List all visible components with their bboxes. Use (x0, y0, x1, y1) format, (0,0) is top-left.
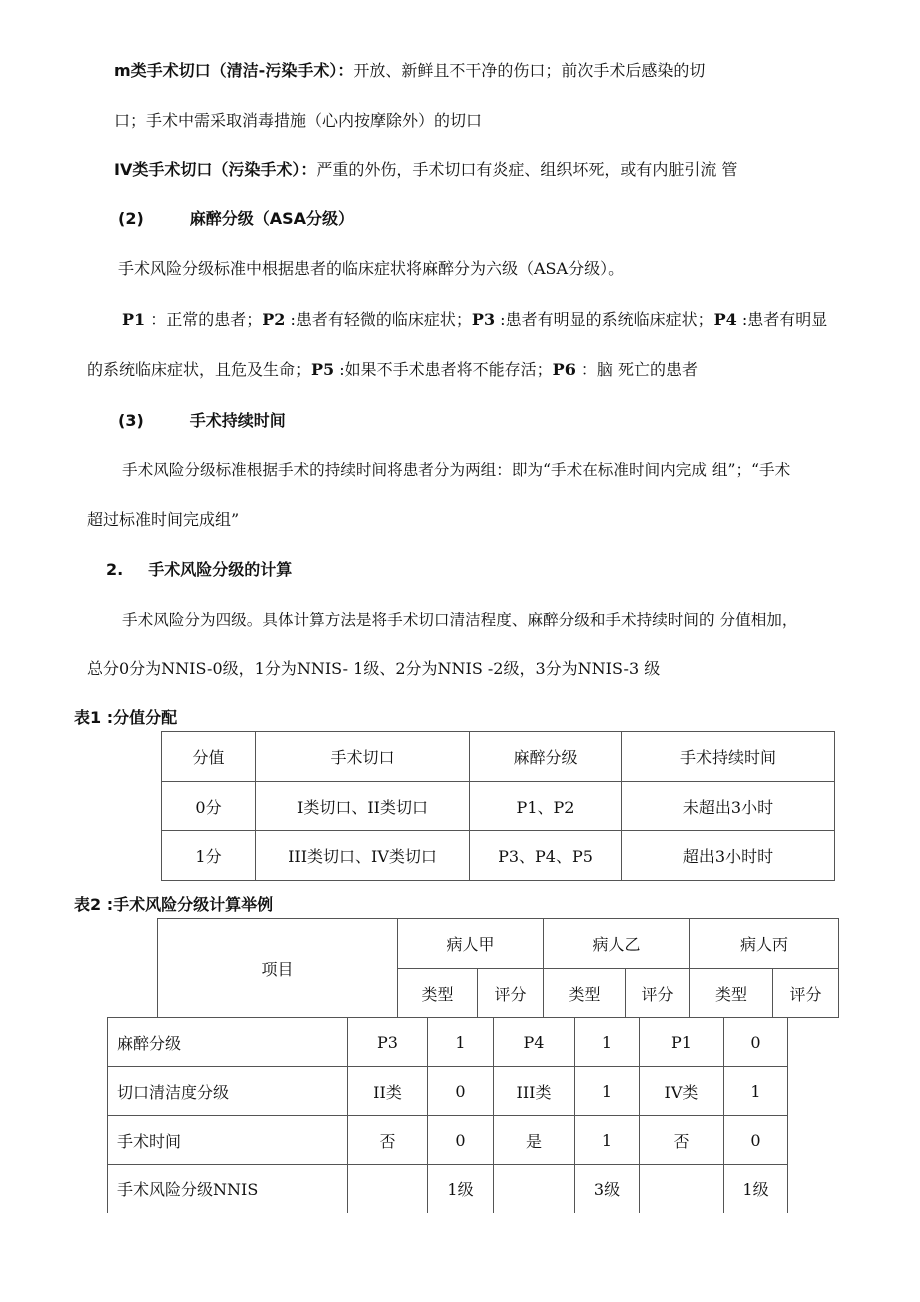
row-label-cell: 手术风险分级NNIS (108, 1165, 348, 1213)
class3-incision-desc: 开放、新鲜且不干净的伤口；前次手术后感染的切 (353, 61, 706, 80)
section-number: (3) (118, 411, 144, 430)
section-heading-calculation (106, 559, 292, 581)
table-cell: P1、P2 (470, 782, 622, 831)
asa-p6-desc: ：脑 死亡的患者 (575, 360, 699, 379)
paragraph-asa-intro: 手术风险分级标准中根据患者的临床症状将麻醉分为六级（ASA分级）。 (118, 259, 625, 278)
section-title: 手术风险分级的计算 (148, 560, 293, 579)
table-cell: 1 (575, 1018, 640, 1067)
table-row (108, 1165, 788, 1213)
asa-p5-desc: :如果不手术患者将不能存活； (334, 360, 553, 379)
table-row (108, 1116, 788, 1165)
table-header-cell: 分值 (162, 732, 256, 782)
table-cell: 1 (428, 1018, 494, 1067)
paragraph-asa-levels (122, 309, 827, 331)
paragraph-class3-incision (114, 60, 705, 82)
paragraph-asa-levels-cont (87, 359, 698, 381)
asa-p4-label: P4 (713, 310, 737, 329)
asa-p1-label: P1 (122, 310, 146, 329)
table-cell: 1 (575, 1116, 640, 1165)
table-cell: 0分 (162, 782, 256, 831)
asa-p6-label: P6 (552, 360, 576, 379)
table-cell (348, 1165, 428, 1213)
table-cell: 否 (348, 1116, 428, 1165)
table-row (162, 782, 835, 831)
class4-incision-term: IV类手术切口（污染手术）： (114, 160, 317, 179)
paragraph-class3-incision-cont: 口；手术中需采取消毒措施（心内按摩除外）的切口 (114, 111, 483, 130)
patient-header-cell: 病人丙 (690, 919, 839, 969)
table-cell: 1 (724, 1067, 788, 1116)
subheader-cell: 类型 (544, 969, 626, 1018)
table-cell: 未超出3小时 (622, 782, 835, 831)
table-cell: 0 (724, 1116, 788, 1165)
table-header-cell: 手术持续时间 (622, 732, 835, 782)
asa-p3-label: P3 (471, 310, 496, 329)
subheader-cell: 类型 (690, 969, 773, 1018)
row-label-cell: 麻醉分级 (108, 1018, 348, 1067)
table-cell: P3、P4、P5 (470, 831, 622, 881)
subheader-cell: 类型 (398, 969, 478, 1018)
table-row (108, 1018, 788, 1067)
row-label-cell: 切口清洁度分级 (108, 1067, 348, 1116)
table-header-cell: 麻醉分级 (470, 732, 622, 782)
table-cell: I类切口、II类切口 (256, 782, 470, 831)
class3-incision-term: m类手术切口（清洁-污染手术）： (114, 61, 354, 80)
paragraph-duration: 手术风险分级标准根据手术的持续时间将患者分为两组：即为“手术在标准时间内完成 组”；“手术 (122, 461, 791, 479)
table-cell: II类 (348, 1067, 428, 1116)
paragraph-duration-cont: 超过标准时间完成组” (87, 510, 240, 529)
asa-p1-desc: ：正常的患者； (145, 310, 263, 329)
table-cell: 是 (494, 1116, 575, 1165)
table-cell: 1分 (162, 831, 256, 881)
asa-p3-desc: :患者有明显的系统临床症状； (495, 310, 714, 329)
section-title: 手术持续时间 (189, 411, 286, 430)
table-row (108, 1067, 788, 1116)
section-heading-duration (118, 410, 286, 432)
section-title: 麻醉分级（ASA分级） (189, 209, 355, 228)
table-cell: 1级 (428, 1165, 494, 1213)
asa-p2-label: P2 (262, 310, 286, 329)
table1-caption: 表1 :分值分配 (74, 708, 178, 727)
table-cell: P3 (348, 1018, 428, 1067)
paragraph-class4-incision (114, 159, 737, 181)
table-cell: 3级 (575, 1165, 640, 1213)
table-cell (494, 1165, 575, 1213)
risk-example-table-header (157, 918, 839, 1018)
risk-example-table-body (107, 1017, 788, 1213)
table-cell: P1 (640, 1018, 724, 1067)
paragraph-calculation: 手术风险分为四级。具体计算方法是将手术切口清洁程度、麻醉分级和手术持续时间的 分值相加， (122, 611, 798, 629)
table-header-row (158, 919, 839, 969)
table2-caption: 表2 :手术风险分级计算举例 (74, 895, 274, 914)
score-allocation-table (161, 731, 835, 881)
table-header-cell: 手术切口 (256, 732, 470, 782)
table-cell: IV类 (640, 1067, 724, 1116)
subheader-cell: 评分 (478, 969, 544, 1018)
class4-incision-desc: 严重的外伤，手术切口有炎症、组织坏死，或有内脏引流 管 (316, 160, 738, 179)
table-cell: P4 (494, 1018, 575, 1067)
item-header-cell: 项目 (158, 919, 398, 1018)
table-row (162, 831, 835, 881)
table-cell: 0 (724, 1018, 788, 1067)
paragraph-calculation-cont: 总分0分为NNIS-0级，1分为NNIS- 1级、2分为NNIS -2级，3分为NNIS-3 级 (87, 659, 661, 678)
asa-p2-desc: :患者有轻微的临床症状； (285, 310, 472, 329)
asa-p4-desc-cont: 的系统临床症状，且危及生命； (87, 360, 312, 379)
section-heading-anesthesia (118, 208, 354, 230)
table-cell: III类切口、IV类切口 (256, 831, 470, 881)
table-cell: III类 (494, 1067, 575, 1116)
table-cell: 1 (575, 1067, 640, 1116)
table-cell: 0 (428, 1116, 494, 1165)
table-cell (640, 1165, 724, 1213)
table-cell: 超出3小时时 (622, 831, 835, 881)
table-header-row (162, 732, 835, 782)
asa-p5-label: P5 (311, 360, 335, 379)
asa-p4-desc: :患者有明显 (736, 310, 828, 329)
section-number: (2) (118, 209, 144, 228)
table-cell: 0 (428, 1067, 494, 1116)
section-number: 2. (106, 560, 124, 579)
patient-header-cell: 病人甲 (398, 919, 544, 969)
row-label-cell: 手术时间 (108, 1116, 348, 1165)
patient-header-cell: 病人乙 (544, 919, 690, 969)
table-cell: 否 (640, 1116, 724, 1165)
subheader-cell: 评分 (626, 969, 690, 1018)
table-cell: 1级 (724, 1165, 788, 1213)
subheader-cell: 评分 (773, 969, 839, 1018)
